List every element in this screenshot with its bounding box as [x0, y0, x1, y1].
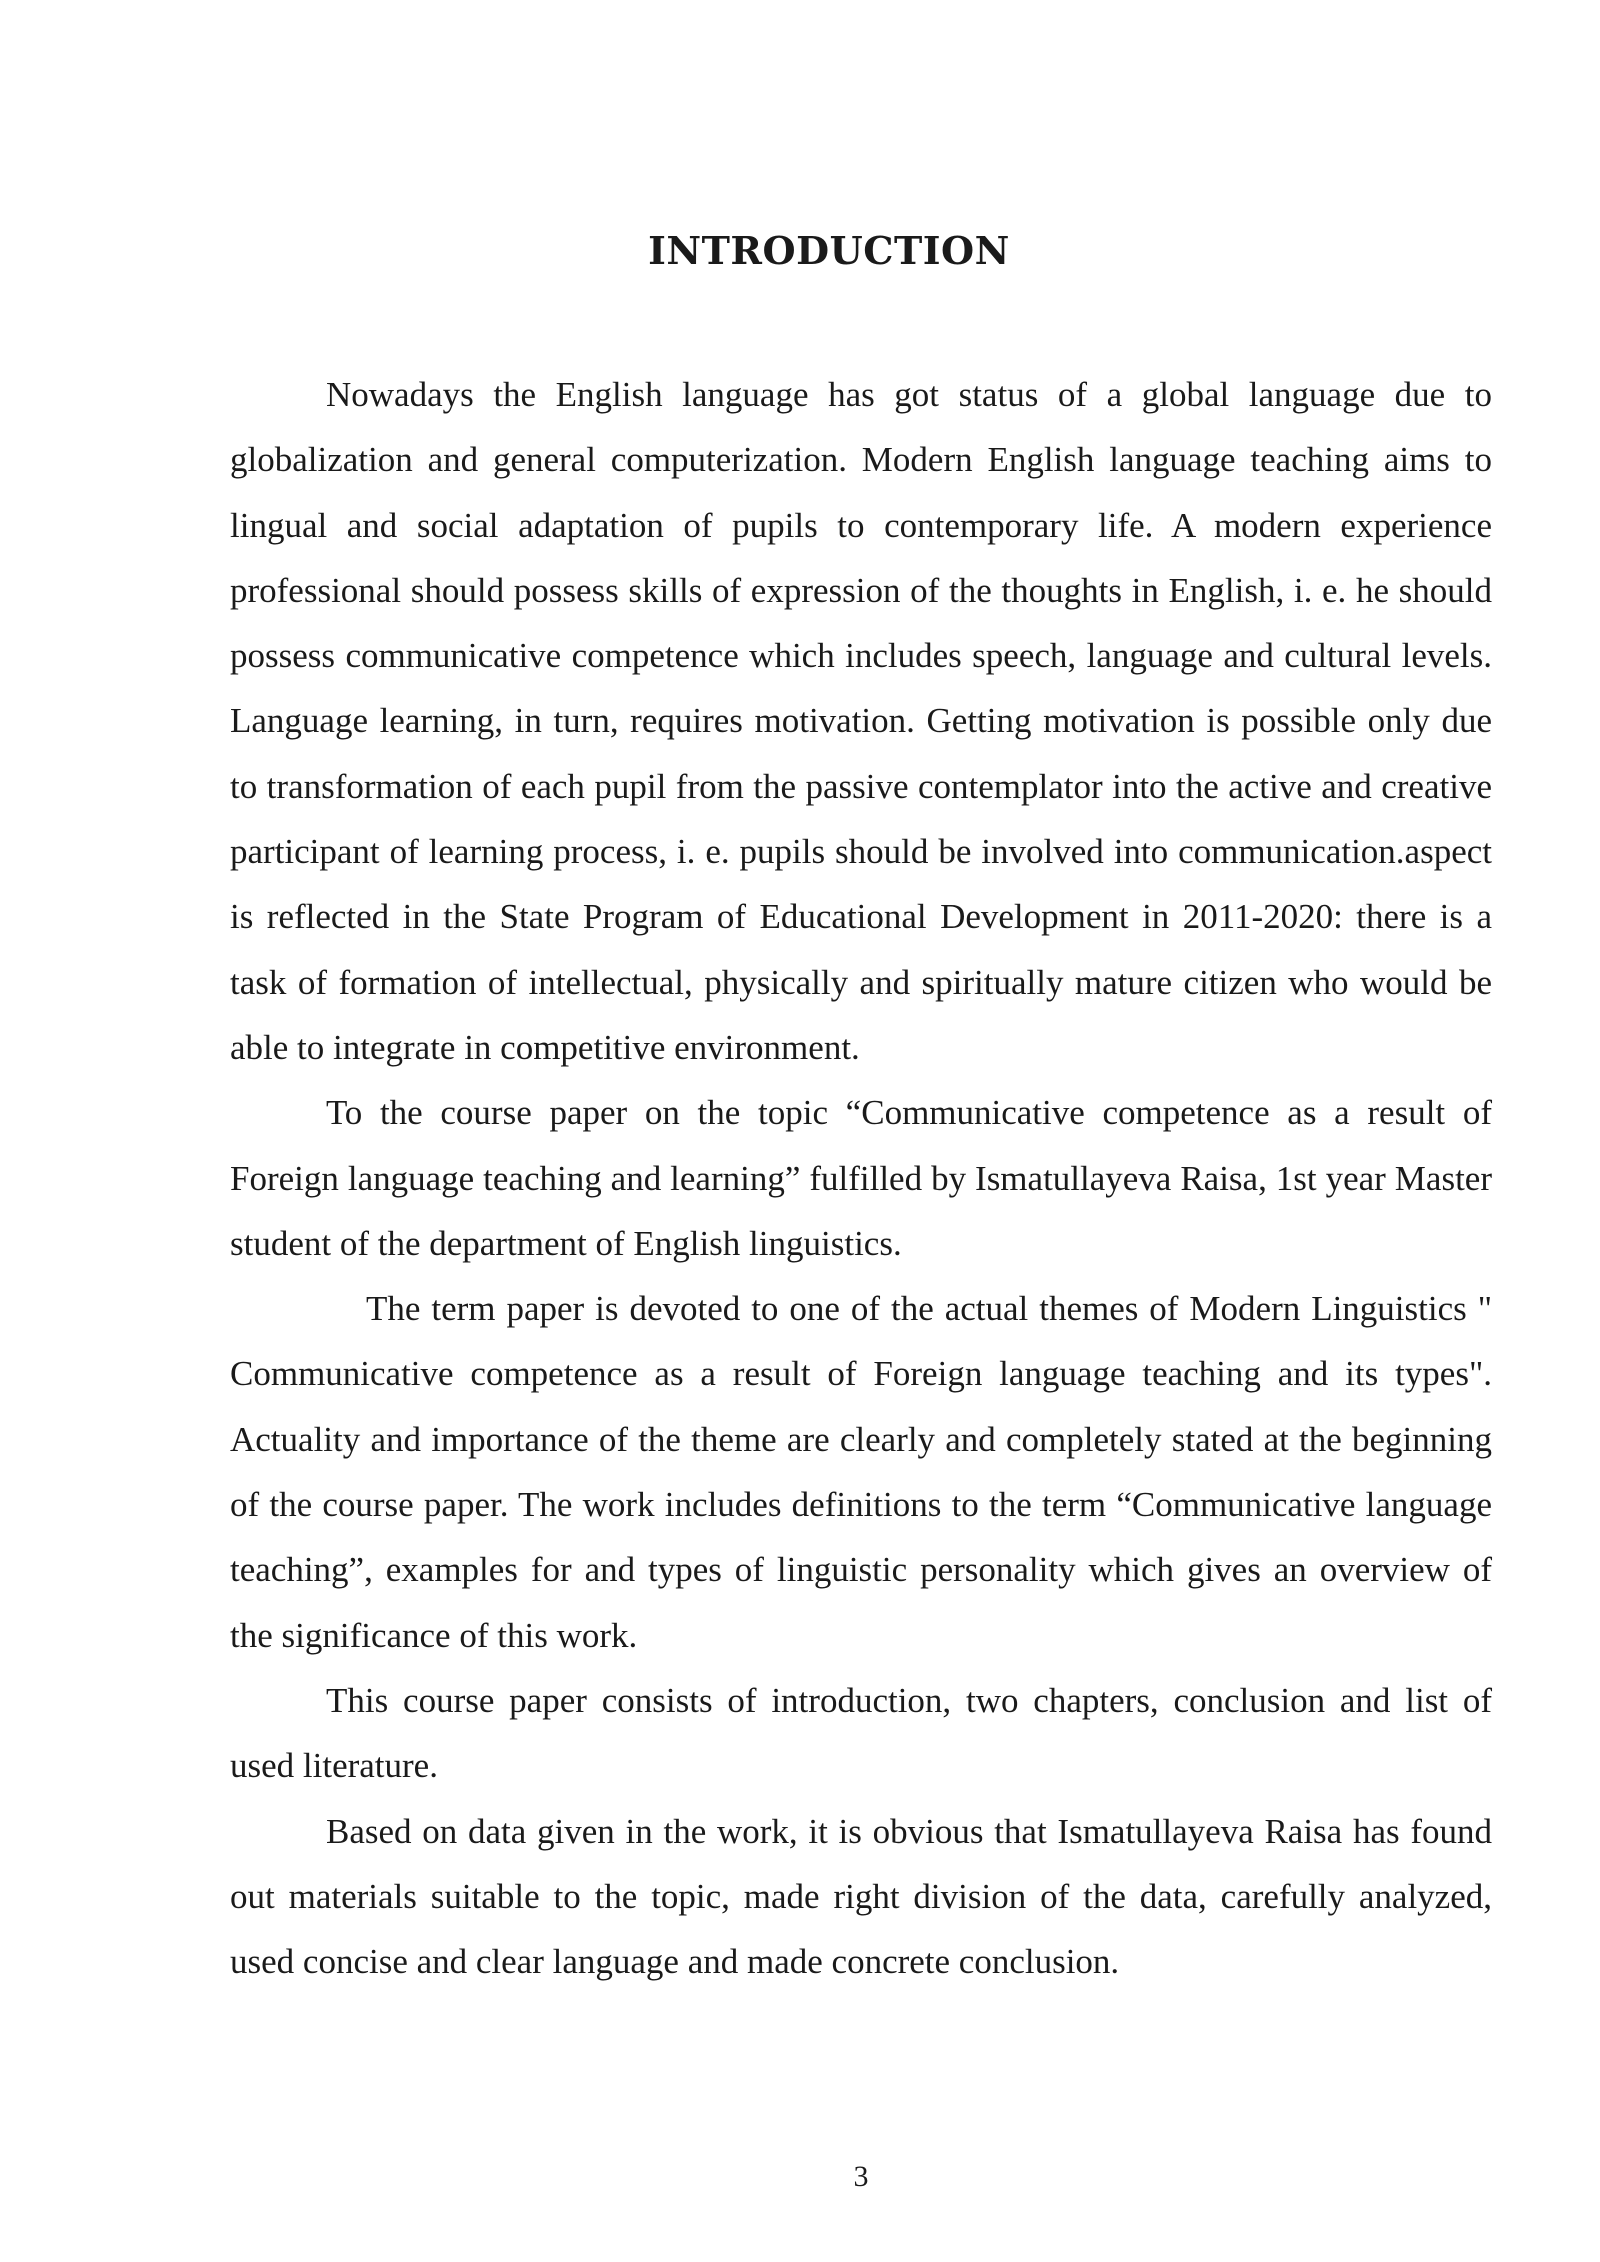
paragraph-conclusion: Based on data given in the work, it is obvious that Ismatullayeva Raisa has found out materials suitable to the topic, made right division of the data, carefully analyzed, used concise and clear language and made concrete conclusion. — [230, 1811, 1492, 1982]
page-number: 3 — [853, 2160, 869, 2193]
paragraph-term-paper: The term paper is devoted to one of the actual themes of Modern Linguistics " Communicative competence as a result of Foreign language teaching and its types". Actuality and importance of the theme are clearly and completely stated at the beginning of the course paper. The work includes definitions to the term “Communicative language teaching”, examples for and types of linguistic personality which gives an overview of the significance of this work. — [230, 1289, 1492, 1655]
paragraph-structure: This course paper consists of introduction, two chapters, conclusion and list of used literature. — [230, 1680, 1492, 1786]
page-title: INTRODUCTION — [648, 228, 1010, 273]
body-text — [230, 362, 1492, 1994]
paragraph-course-paper-topic: То the course paper on the topic “Communicative competence as a result of Foreign language teaching and learning” fulfilled by Ismatullayeva Raisa, 1st year Master student of the department of English linguistics. — [230, 1093, 1492, 1263]
paragraph-intro: Nowadays the English language has got status of a global language due to globalization and general computerization. Modern English language teaching aims to lingual and social adaptation of pupils to contemporary life. A modern experience professional should possess skills of expression of the thoughts in English, i. e. he should possess communicative competence which includes speech, language and cultural levels. Language learning, in turn, requires motivation. Getting motivation is possible only due to transformation of each pupil from the passive contemplator into the active and creative participant of learning process, i. e. pupils should be involved into communication.aspect is reflected in the State Program of Educational Development in 2011-2020: there is a task of formation of intellectual, physically and spiritually mature citizen who would be able to integrate in competitive environment. — [230, 375, 1492, 1067]
